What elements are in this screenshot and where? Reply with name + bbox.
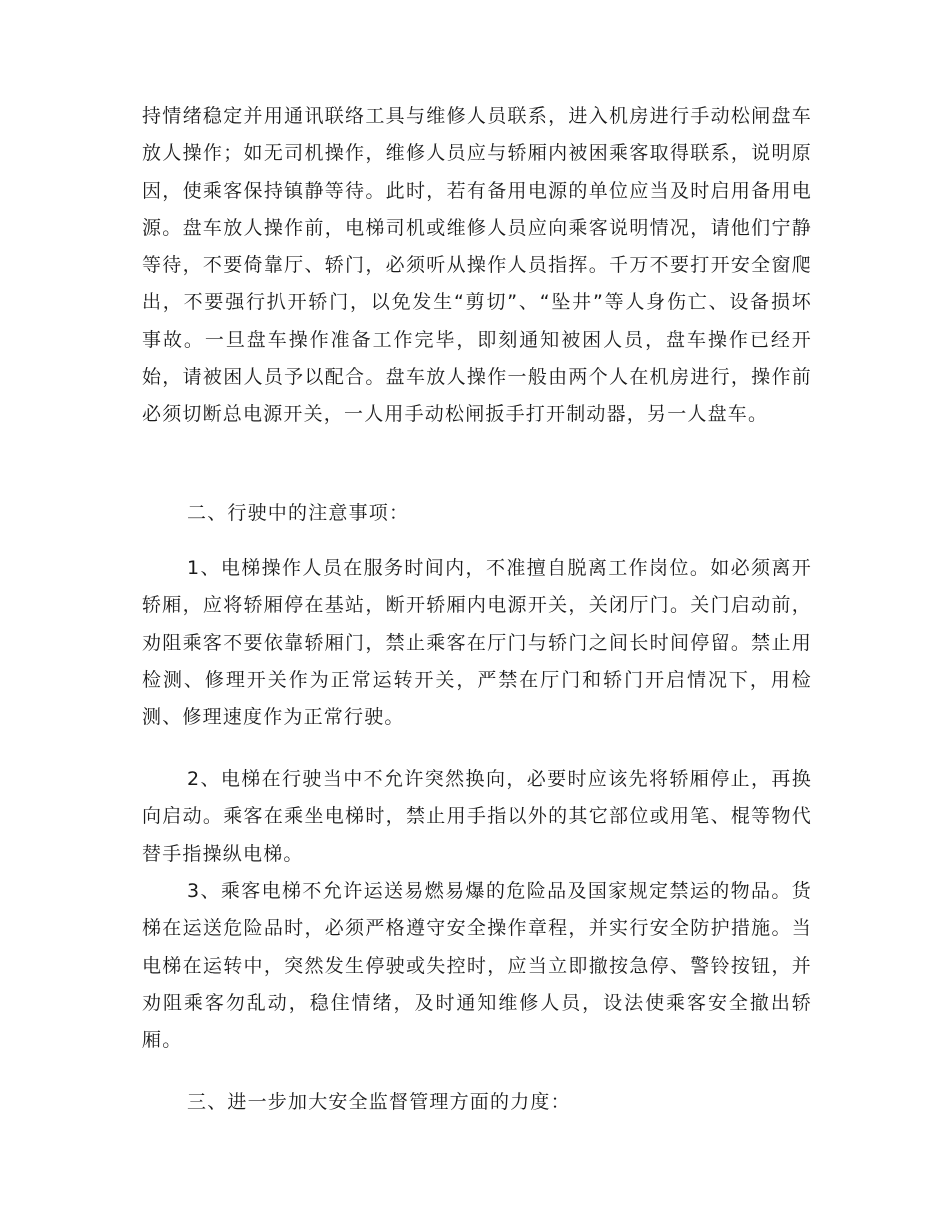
list-item-1: 1、电梯操作人员在服务时间内，不准擅自脱离工作岗位。如必须离开轿厢，应将轿厢停在基站，断开轿厢内电源开关，关闭厅门。关门启动前，劝阻乘客不要依靠轿厢门，禁止乘客在厅门与轿门之间长时间停留。禁止用检测、修理开关作为正常运转开关，严禁在厅门和轿门开启情况下，用检测、修理速度作为正常行驶。 <box>142 557 812 729</box>
list-item-2: 2、电梯在行驶当中不允许突然换向，必要时应该先将轿厢停止，再换向启动。乘客在乘坐电梯时，禁止用手指以外的其它部位或用笔、棍等物代替手指操纵电梯。 <box>142 768 812 865</box>
section-heading-driving-notes: 二、行驶中的注意事项： <box>187 502 410 524</box>
section-heading-supervision: 三、进一步加大安全监督管理方面的力度： <box>187 1091 571 1113</box>
paragraph-emergency-procedure: 持情绪稳定并用通讯联络工具与维修人员联系，进入机房进行手动松闸盘车放人操作；如无司机操作，维修人员应与轿厢内被困乘客取得联系，说明原因，使乘客保持镇静等待。此时，若有备用电源的单位应当及时启用备用电源。盘车放人操作前，电梯司机或维修人员应向乘客说明情况，请他们宁静等待，不要倚靠厅、轿门，必须听从操作人员指挥。千万不要打开安全窗爬出，不要强行扒开轿门，以免发生“剪切”、“坠井”等人身伤亡、设备损坏事故。一旦盘车操作准备工作完毕，即刻通知被困人员，盘车操作已经开始，请被困人员予以配合。盘车放人操作一般由两个人在机房进行，操作前必须切断总电源开关，一人用手动松闸扳手打开制动器，另一人盘车。 <box>142 105 812 426</box>
list-item-3: 3、乘客电梯不允许运送易燃易爆的危险品及国家规定禁运的物品。货梯在运送危险品时，必须严格遵守安全操作章程，并实行安全防护措施。当电梯在运转中，突然发生停驶或失控时，应当立即撤按急停、警铃按钮，并劝阻乘客勿乱动，稳住情绪，及时通知维修人员，设法使乘客安全撤出轿厢。 <box>142 880 812 1052</box>
